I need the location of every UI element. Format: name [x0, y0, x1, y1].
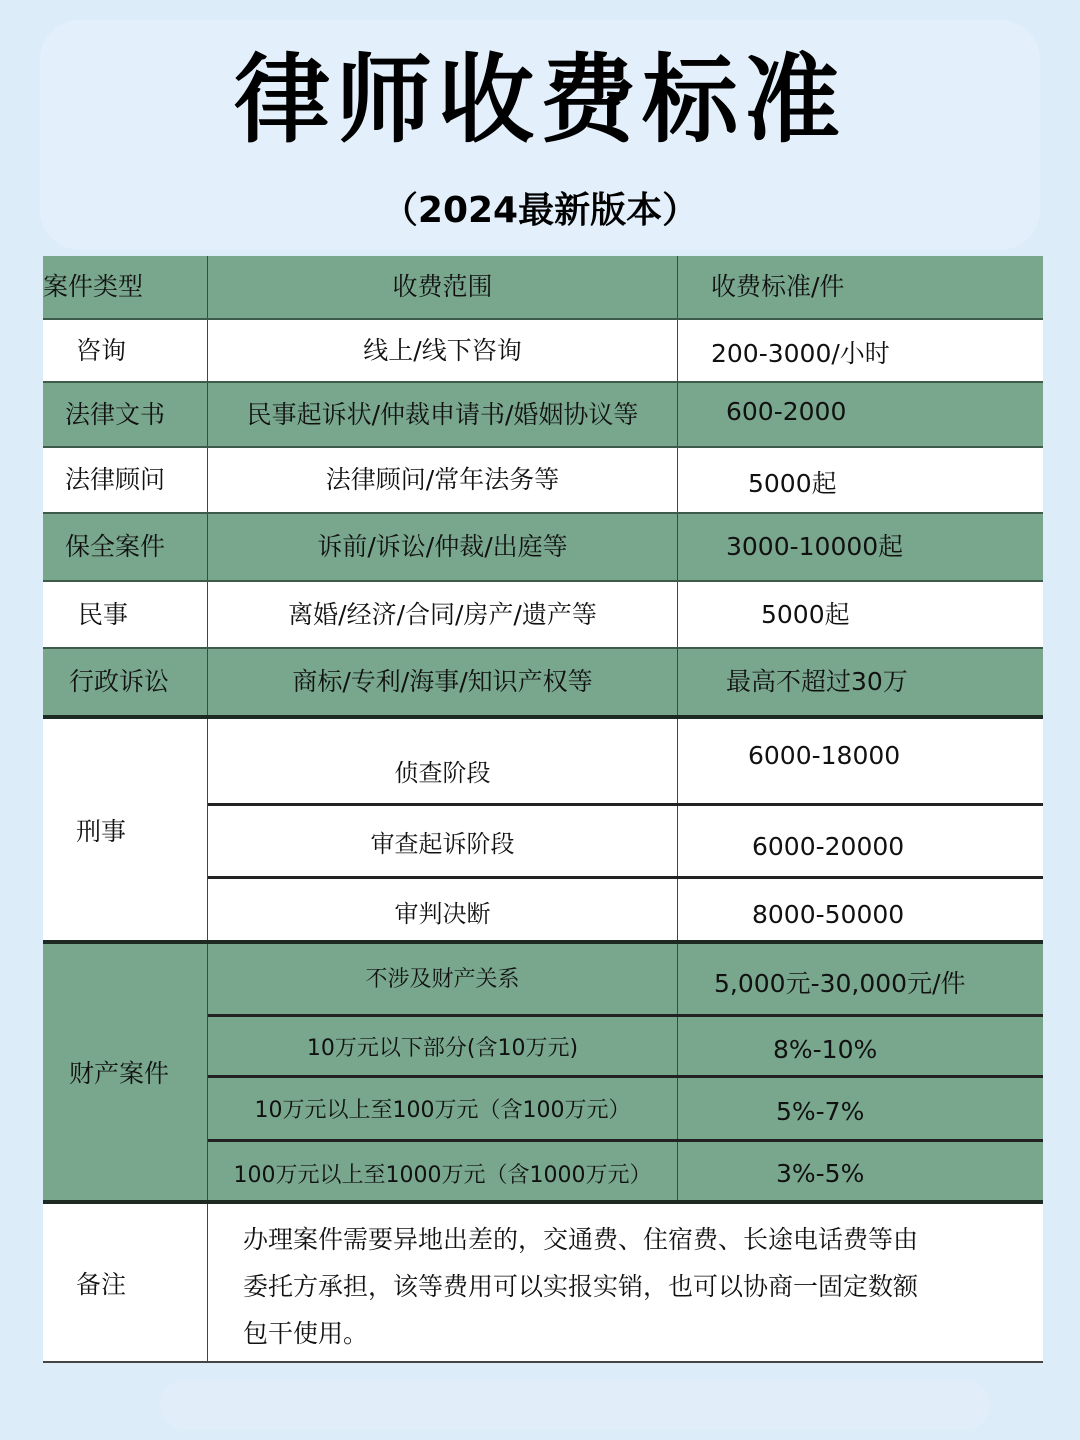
fee-value: 600-2000	[726, 396, 847, 426]
criminal-stage-row	[208, 876, 1043, 944]
stage-name: 侦查阶段	[208, 719, 678, 803]
case-type: 咨询	[43, 320, 208, 381]
fee-scope: 诉前/诉讼/仲裁/出庭等	[208, 514, 678, 580]
stage-name: 审判决断	[208, 879, 678, 944]
criminal-stage-row	[208, 719, 1043, 803]
fee-scope: 法律顾问/常年法务等	[208, 448, 678, 512]
fee-value: 5000起	[761, 599, 850, 629]
stage-fee: 8000-50000	[752, 900, 905, 929]
footer-glow	[160, 1380, 990, 1430]
property-tier-row	[208, 944, 1043, 1014]
case-type: 财产案件	[43, 944, 208, 1200]
table-row	[43, 318, 1043, 381]
fee-scope: 线上/线下咨询	[208, 320, 678, 381]
fee-value: 5000起	[748, 469, 837, 498]
case-type: 行政诉讼	[43, 649, 208, 715]
note-text	[208, 1204, 1043, 1367]
case-type: 法律顾问	[43, 448, 208, 512]
page-title: 律师收费标准	[234, 44, 846, 156]
column-header-case-type: 案件类型	[43, 256, 208, 318]
table-header-row	[43, 256, 1043, 318]
table-row	[43, 580, 1043, 647]
property-tier-row	[208, 1139, 1043, 1204]
tier-fee: 3%-5%	[776, 1158, 865, 1188]
note-row	[43, 1200, 1043, 1363]
case-type: 保全案件	[43, 514, 208, 580]
note-label: 备注	[43, 1204, 208, 1361]
property-tier-row	[208, 1075, 1043, 1139]
note-line: 办理案件需要异地出差的，交通费、住宿费、长途电话费等由	[243, 1225, 919, 1254]
column-header-fee: 收费标准/件	[711, 272, 845, 301]
property-group	[43, 940, 1043, 1200]
note-line: 包干使用。	[243, 1319, 369, 1348]
table-row	[43, 647, 1043, 715]
tier-range: 100万元以上至1000万元（含1000万元）	[208, 1142, 678, 1204]
table-row	[43, 512, 1043, 580]
page-subtitle: （2024最新版本）	[381, 190, 699, 231]
property-tier-row	[208, 1014, 1043, 1075]
tier-range: 10万元以上至100万元（含100万元）	[208, 1078, 678, 1139]
fee-value: 200-3000/小时	[711, 338, 890, 368]
note-content	[208, 1204, 1043, 1367]
tier-fee: 5,000元-30,000元/件	[714, 969, 966, 998]
tier-fee: 8%-10%	[773, 1034, 878, 1064]
note-line: 委托方承担，该等费用可以实报实销，也可以协商一固定数额	[243, 1272, 919, 1301]
criminal-group	[43, 715, 1043, 940]
stage-fee: 6000-18000	[748, 740, 901, 770]
fee-scope: 民事起诉状/仲裁申请书/婚姻协议等	[208, 383, 678, 446]
table-row	[43, 381, 1043, 446]
tier-range: 10万元以下部分(含10万元)	[208, 1017, 678, 1075]
column-header-scope: 收费范围	[208, 256, 678, 318]
criminal-stage-row	[208, 803, 1043, 876]
fee-scope: 商标/专利/海事/知识产权等	[208, 649, 678, 715]
stage-fee: 6000-20000	[752, 831, 905, 861]
case-type: 民事	[43, 582, 208, 647]
case-type: 刑事	[43, 719, 208, 940]
fee-value: 3000-10000起	[726, 532, 904, 561]
fee-value: 最高不超过30万	[726, 667, 908, 696]
tier-range: 不涉及财产关系	[208, 944, 678, 1014]
case-type: 法律文书	[43, 383, 208, 446]
stage-name: 审查起诉阶段	[208, 806, 678, 876]
tier-fee: 5%-7%	[776, 1097, 865, 1126]
fee-scope: 离婚/经济/合同/房产/遗产等	[208, 582, 678, 647]
table-row	[43, 446, 1043, 512]
